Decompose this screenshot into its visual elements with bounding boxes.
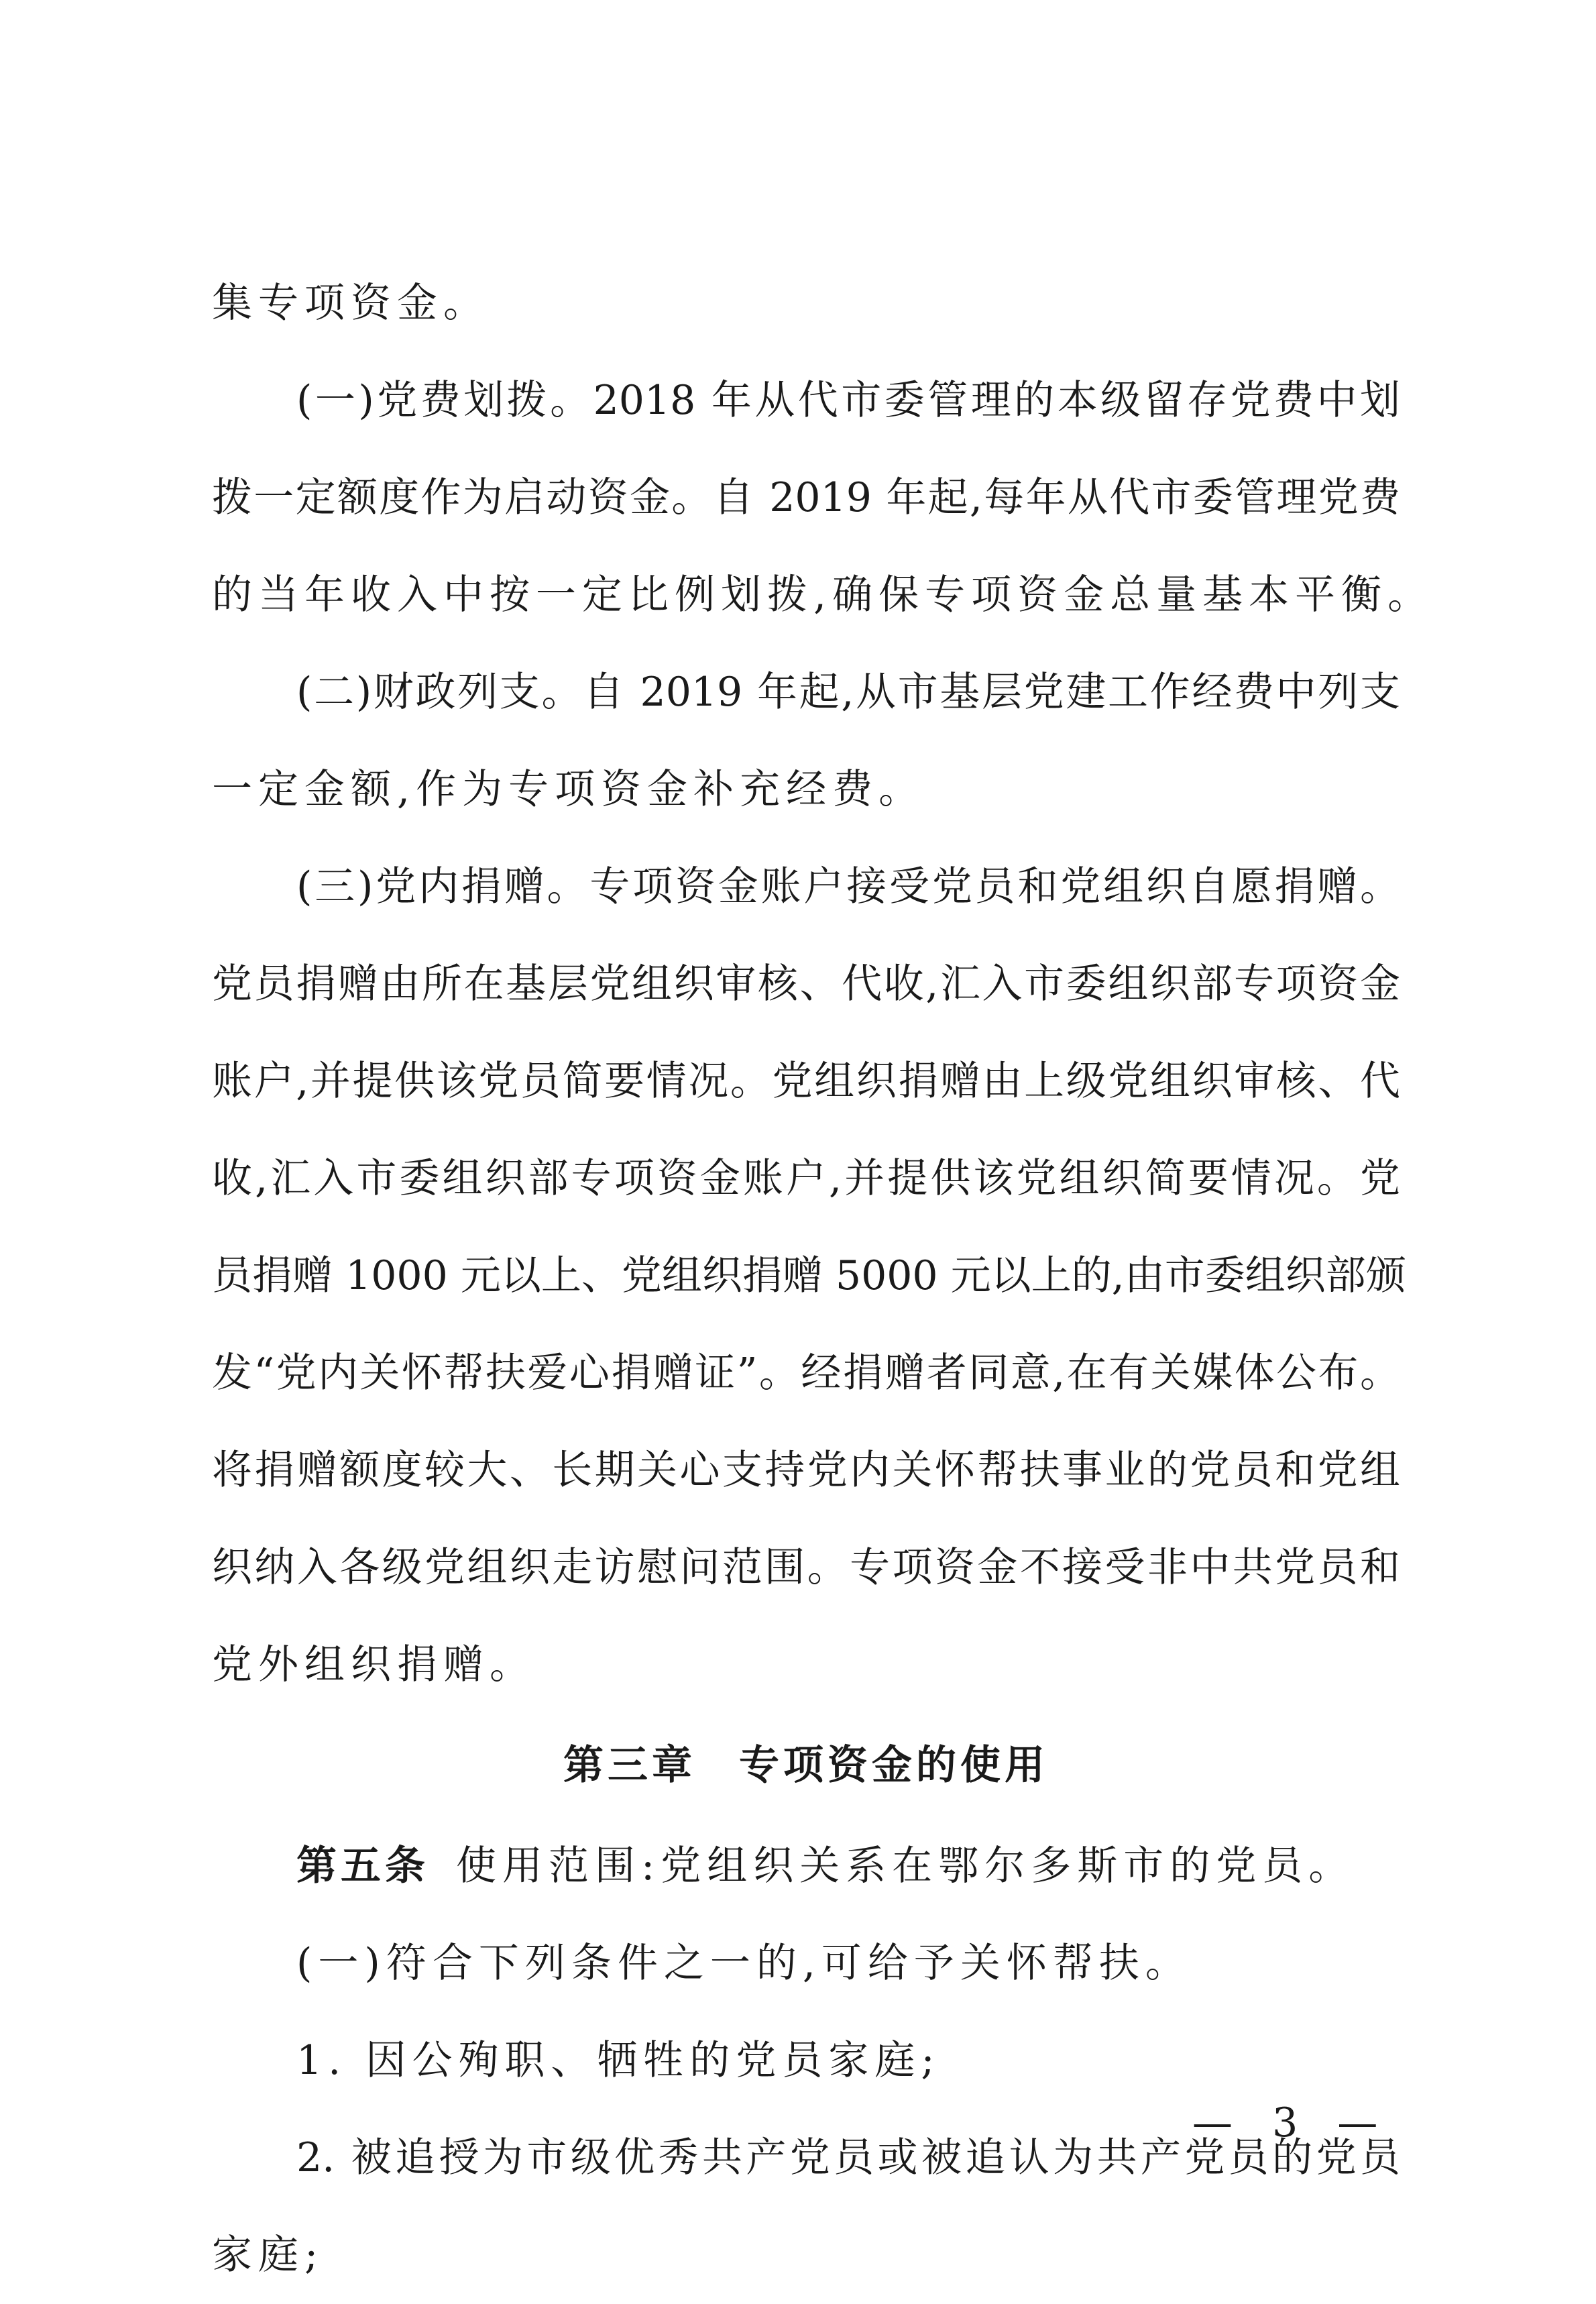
list-item: 2. 被追授为市级优秀共产党员或被追认为共产党员的党员 (296, 2134, 1400, 2181)
paragraph-line: 一定金额,作为专项资金补充经费。 (212, 766, 925, 813)
paragraph-line: 收,汇入市委组织部专项资金账户,并提供该党组织简要情况。党 (212, 1155, 1400, 1202)
chapter-number: 第三章 (563, 1742, 696, 1789)
article-label: 第五条 (296, 1843, 429, 1889)
paragraph-line: 织纳入各级党组织走访慰问范围。专项资金不接受非中共党员和 (212, 1544, 1400, 1591)
chapter-heading (212, 1717, 1400, 1814)
document-page (212, 255, 1434, 2304)
paragraph-line: 员捐赠 1000 元以上、党组织捐赠 5000 元以上的,由市委组织部颁 (212, 1252, 1406, 1299)
chapter-title: 专项资金的使用 (739, 1742, 1049, 1789)
page-number: — 3 — (1192, 2099, 1391, 2146)
paragraph-line: (一)符合下列条件之一的,可给予关怀帮扶。 (296, 1940, 1192, 1987)
paragraph-line: (一)党费划拨。2018 年从代市委管理的本级留存党费中划 (296, 377, 1400, 424)
paragraph-line: 的当年收入中按一定比例划拨,确保专项资金总量基本平衡。 (212, 571, 1434, 618)
paragraph-line: 党员捐赠由所在基层党组织审核、代收,汇入市委组织部专项资金 (212, 961, 1400, 1007)
paragraph-line: (二)财政列支。自 2019 年起,从市基层党建工作经费中列支 (296, 669, 1400, 716)
paragraph-line: 发“党内关怀帮扶爱心捐赠证”。经捐赠者同意,在有关媒体公布。 (212, 1350, 1400, 1396)
paragraph-line: 账户,并提供该党员简要情况。党组织捐赠由上级党组织审核、代 (212, 1058, 1400, 1105)
paragraph-line: 拨一定额度作为启动资金。自 2019 年起,每年从代市委管理党费 (212, 474, 1400, 521)
article-text: 使用范围:党组织关系在鄂尔多斯市的党员。 (456, 1843, 1355, 1889)
paragraph-line: 将捐赠额度较大、长期关心支持党内关怀帮扶事业的党员和党组 (212, 1447, 1400, 1494)
paragraph-line: 集专项资金。 (212, 280, 490, 327)
article-line (212, 1818, 1400, 1915)
paragraph-line: (三)党内捐赠。专项资金账户接受党员和党组织自愿捐赠。 (296, 863, 1400, 910)
paragraph-line: 党外组织捐赠。 (212, 1641, 536, 1688)
list-item-continuation: 家庭; (212, 2232, 325, 2279)
list-item: 1. 因公殉职、牺牲的党员家庭; (296, 2037, 941, 2084)
